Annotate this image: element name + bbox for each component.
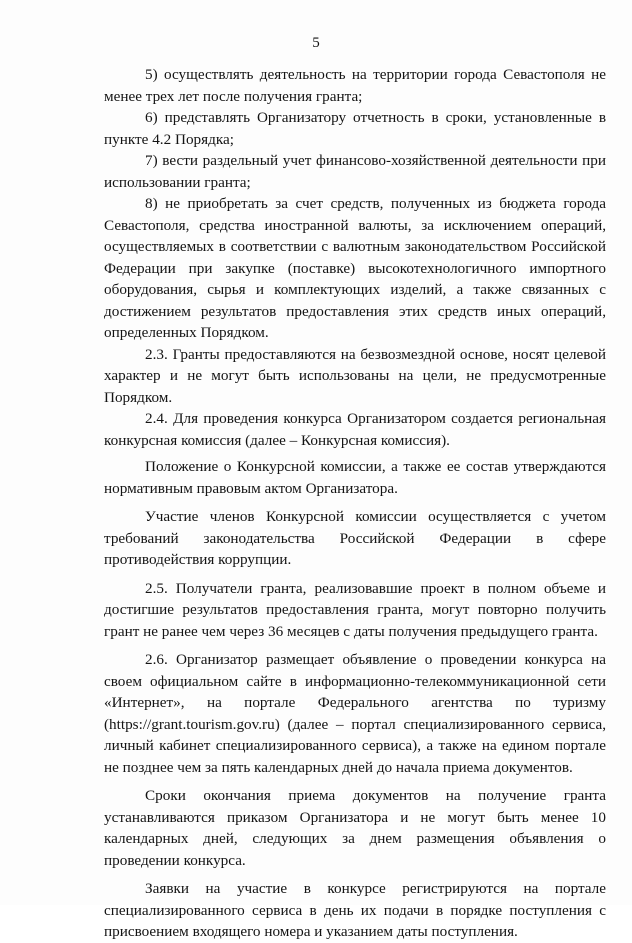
paragraph-item-5: 5) осуществлять деятельность на территории города Севастополя не менее трех лет после получения гранта; xyxy=(104,66,606,105)
paragraph-commission-regulation: Положение о Конкурсной комиссии, а также ее состав утверждаются нормативным правовым актом Организатора. xyxy=(104,458,606,497)
paragraph-2-4: 2.4. Для проведения конкурса Организатором создается региональная конкурсная комиссия (далее – Конкурсная комиссия). xyxy=(104,410,606,449)
paragraph-2-6: 2.6. Организатор размещает объявление о проведении конкурса на своем официальном сайте в информационно-телекоммуникационной сети «Интернет», на портале Федерального агентства по туризму (https://grant.tourism.gov.ru) (далее – портал специализированного сервиса, личный кабинет специализированного сервиса), а также на едином портале не позднее чем за пять календарных дней до начала приема документов. xyxy=(104,651,606,776)
paragraph-2-3: 2.3. Гранты предоставляются на безвозмездной основе, носят целевой характер и не могут быть использованы на цели, не предусмотренные Порядком. xyxy=(104,345,606,406)
paragraph-commission-members: Участие членов Конкурсной комиссии осуществляется с учетом требований законодательства Российской Федерации в сфере противодействия коррупции. xyxy=(104,508,606,568)
paragraph-2-5: 2.5. Получатели гранта, реализовавшие проект в полном объеме и достигшие результатов предоставления гранта, могут повторно получить грант не ранее чем через 36 месяцев с даты получения предыдущего гранта. xyxy=(104,579,606,640)
paragraph-deadlines: Сроки окончания приема документов на получение гранта устанавливаются приказом Организатора и не могут быть менее 10 календарных дней, следующих за днем размещения объявления о проведении конкурса. xyxy=(104,787,606,869)
document-body xyxy=(104,64,606,943)
paragraph-item-8: 8) не приобретать за счет средств, полученных из бюджета города Севастополя, средства иностранной валюты, за исключением операций, осуществляемых в соответствии с валютным законодательством Российской Федерации при закупке (поставке) высокотехнологичного импортного оборудования, сырья и комплектующих изделий, а также связанных с достижением результатов предоставления этих средств иных операций, определенных Порядком. xyxy=(104,195,606,341)
paragraph-applications: Заявки на участие в конкурсе регистрируются на портале специализированного сервиса в день их подачи в порядке поступления с присвоением входящего номера и указанием даты поступления. xyxy=(104,880,606,940)
paragraph-item-7: 7) вести раздельный учет финансово-хозяйственной деятельности при использовании гранта; xyxy=(104,152,606,191)
paragraph-item-6: 6) представлять Организатору отчетность в сроки, установленные в пункте 4.2 Порядка; xyxy=(104,109,606,148)
page-number: 5 xyxy=(312,35,320,51)
